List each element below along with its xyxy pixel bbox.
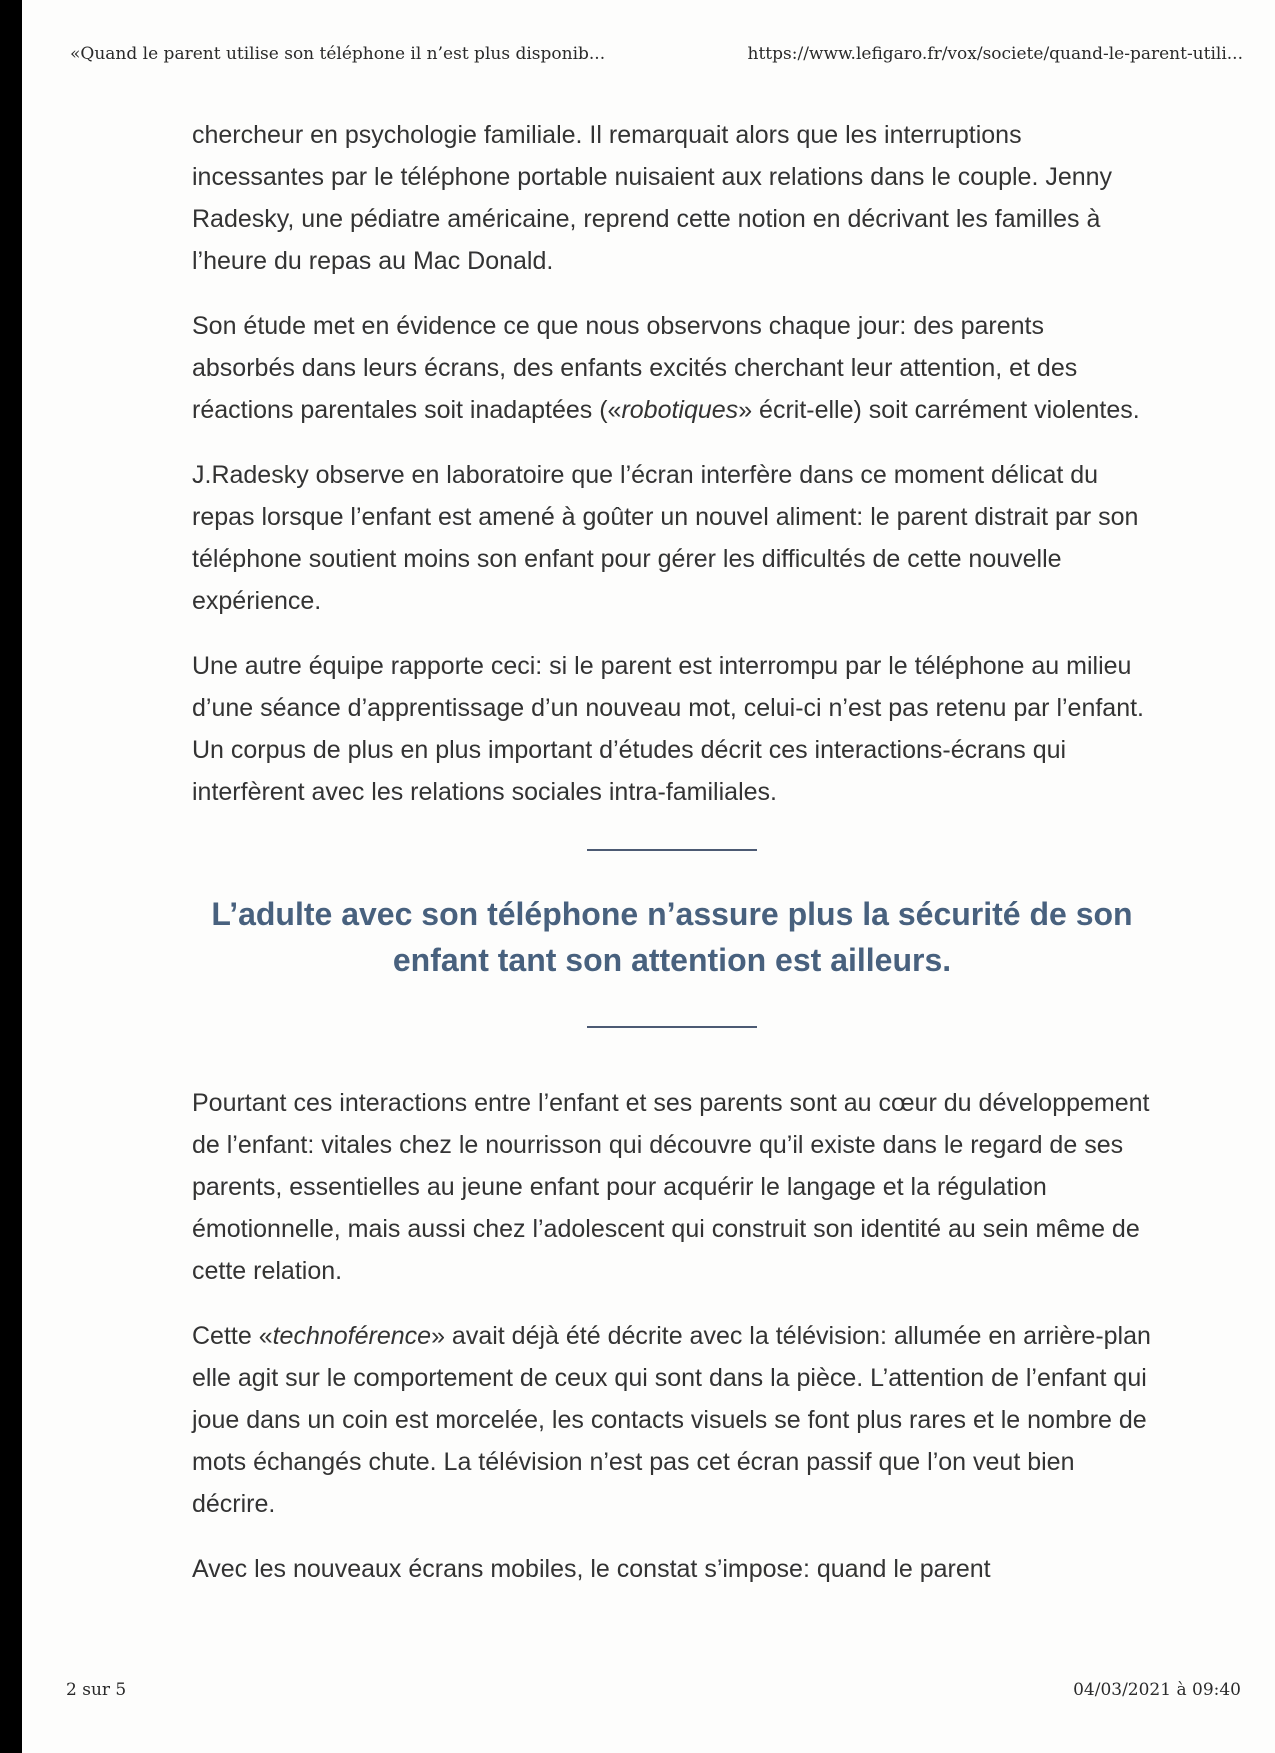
quote-divider-bottom [587,1026,757,1028]
article-body [192,114,1152,1613]
page-number: 2 sur 5 [66,1680,127,1700]
paragraph [192,1315,1152,1525]
paragraph-text: Son étude met en évidence ce que nous observons chaque jour: des parents absorbés dans leurs écrans, des enfants excités cherchant leur attention, et des réactions parentales soit inadaptées (« [192,312,1078,424]
pull-quote: L’adulte avec son téléphone n’assure plus la sécurité de son enfant tant son attention est ailleurs. [211,896,1133,978]
emphasized-word: robotiques [621,396,739,424]
printed-page [22,0,1275,1753]
paragraph-text: » avait déjà été décrite avec la télévision: allumée en arrière-plan elle agit sur le comportement de ceux qui sont dans la pièce. L’attention de l’enfant qui joue dans un coin est morcelée, les contacts visuels se font plus rares et le nombre de mots échangés chute. La télévision n’est pas cet écran passif que l’on veut bien décrire. [192,1322,1151,1518]
print-footer [66,1680,1241,1704]
page-title: «Quand le parent utilise son téléphone il n’est plus disponib... [70,44,606,64]
paragraph: J.Radesky observe en laboratoire que l’écran interfère dans ce moment délicat du repas lorsque l’enfant est amené à goûter un nouvel aliment: le parent distrait par son téléphone soutient moins son enfant pour gérer les difficultés de cette nouvelle expérience. [192,461,1139,615]
paragraph: Une autre équipe rapporte ceci: si le parent est interrompu par le téléphone au milieu d’une séance d’apprentissage d’un nouveau mot, celui-ci n’est pas retenu par l’enfant. Un corpus de plus en plus important d’études décrit ces interactions-écrans qui interfèrent avec les relations sociales intra-familiales. [192,652,1145,806]
quote-divider-top [587,849,757,851]
paragraph: Pourtant ces interactions entre l’enfant et ses parents sont au cœur du développement de l’enfant: vitales chez le nourrisson qui découvre qu’il existe dans le regard de ses parents, essentielles au jeune enfant pour acquérir le langage et la régulation émotionnelle, mais aussi chez l’adolescent qui construit son identité au sein même de cette relation. [192,1089,1150,1285]
print-header [70,44,1243,68]
emphasized-word: technoférence [272,1322,432,1350]
paragraph: chercheur en psychologie familiale. Il remarquait alors que les interruptions incessantes par le téléphone portable nuisaient aux relations dans le couple. Jenny Radesky, une pédiatre américaine, reprend cette notion en décrivant les familles à l’heure du repas au Mac Donald. [192,121,1113,275]
paragraph-text: Cette « [192,1322,273,1350]
paragraph-text: » écrit-elle) soit carrément violentes. [738,396,1140,424]
page-url: https://www.lefigaro.fr/vox/societe/quand-le-parent-utili... [747,44,1243,64]
print-timestamp: 04/03/2021 à 09:40 [1073,1680,1241,1700]
paragraph [192,305,1152,431]
paragraph: Avec les nouveaux écrans mobiles, le constat s’impose: quand le parent [192,1555,991,1583]
